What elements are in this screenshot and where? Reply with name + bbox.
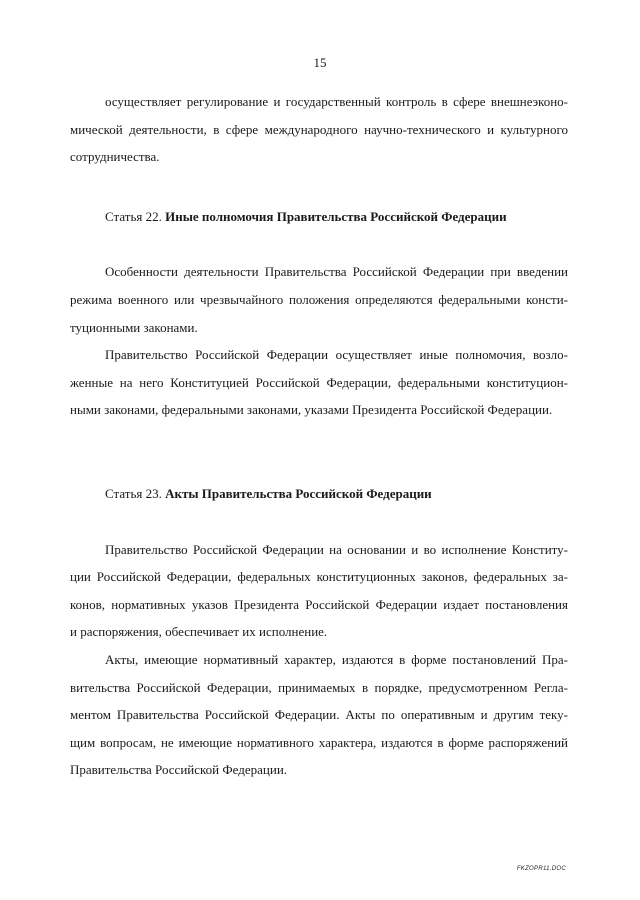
text-line: ции Российской Федерации, федеральных конституционных законов, федеральных за- — [70, 569, 568, 585]
text-line: конов, нормативных указов Президента Российской Федерации издает постановления — [70, 596, 568, 612]
text-line: ными законами, федеральными законами, указами Президента Российской Федерации. — [70, 402, 553, 418]
text-line: сотрудничества. — [70, 149, 160, 165]
article-22-prefix: Статья 22. — [105, 208, 162, 224]
text-line: Правительство Российской Федерации на основании и во исполнение Конститу- — [105, 541, 568, 557]
text-line: режима военного или чрезвычайного положения определяются федеральными консти- — [70, 291, 568, 307]
article-22-heading — [70, 203, 568, 231]
document-body — [70, 88, 568, 784]
text-line: осуществляет регулирование и государственный контроль в сфере внешнеэконо- — [105, 94, 568, 109]
article-23-paragraph-2 — [70, 646, 568, 784]
page-number: 15 — [313, 55, 327, 70]
text-line: туционными законами. — [70, 319, 198, 335]
article-23-paragraph-1 — [70, 536, 568, 646]
intro-paragraph — [70, 88, 568, 171]
article-23-heading — [70, 480, 568, 508]
text-line: женные на него Конституцией Российской Федерации, федеральными конституцион- — [70, 374, 568, 390]
text-line: мической деятельности, в сфере международного научно-технического и культурного — [70, 121, 568, 137]
file-code-footer: FKZOPR11.DOC — [516, 866, 566, 872]
article-22-paragraph-2 — [70, 341, 568, 424]
text-line: и распоряжения, обеспечивает их исполнение. — [70, 624, 328, 640]
article-23-prefix: Статья 23. — [105, 485, 162, 501]
text-line: вительства Российской Федерации, принимаемых в порядке, предусмотренном Регла- — [70, 679, 568, 695]
text-line: Правительство Российской Федерации осуществляет иные полномочия, возло- — [105, 347, 568, 363]
text-line: ментом Правительства Российской Федерации. Акты по оперативным и другим теку- — [70, 707, 568, 723]
text-line: Особенности деятельности Правительства Российской Федерации при введении — [105, 264, 568, 280]
article-23-title: Акты Правительства Российской Федерации — [165, 485, 432, 501]
text-line: щим вопросам, не имеющие нормативного характера, издаются в форме распоряжений — [70, 734, 568, 750]
article-22-title: Иные полномочия Правительства Российской Федерации — [165, 208, 507, 224]
article-22-paragraph-1 — [70, 258, 568, 341]
text-line: Правительства Российской Федерации. — [70, 762, 288, 778]
text-line: Акты, имеющие нормативный характер, издаются в форме постановлений Пра- — [105, 651, 568, 667]
